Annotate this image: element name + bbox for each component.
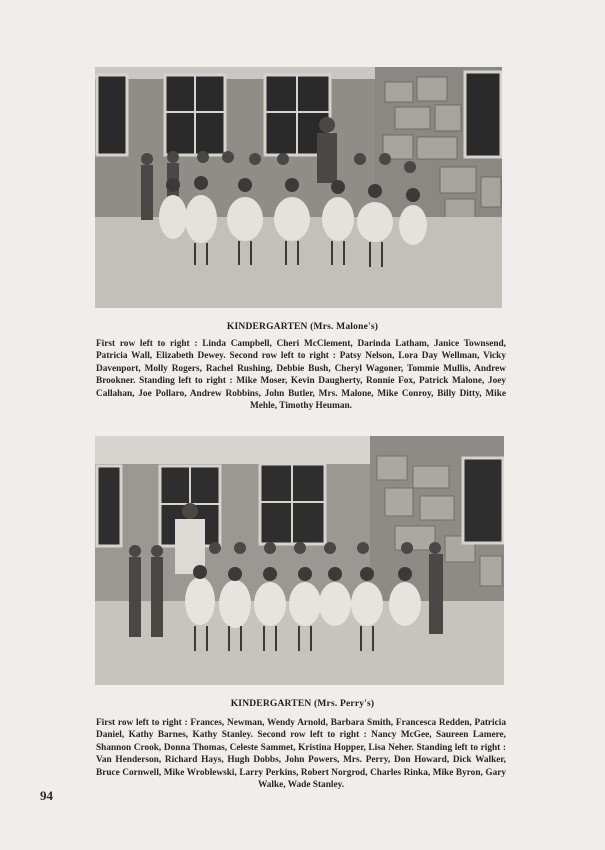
name-list: First row left to right : Frances, Newman, Wendy Arnold, Barbara Smith, Francesca Redden, Patricia Daniel, Kathy Barnes, Kathy Stanley. Second row left to right : Nancy McGee, Saureen Lamere, Shannon Crook, Donna Thomas, Celeste Sammet, Kristina Hopper, Lisa Neher. Standing left to right : Van Henderson, Richard Hays, Hugh Dobbs, John Powers, Mrs. Perry, Don Howard, Dick Walker, Bruce Cornwell, Mike Wroblewski, Larry Perkins, Robert Norgrod, Charles Rinka, Mike Byron, Gary Walke, Wade Stanley. — [96, 718, 506, 791]
section-caption: KINDERGARTEN (Mrs. Malone's) — [226, 322, 379, 332]
class-photo-malone — [95, 67, 502, 308]
class-photo-perry — [95, 436, 504, 685]
section-caption: KINDERGARTEN (Mrs. Perry's) — [230, 699, 375, 709]
name-list: First row left to right : Linda Campbell, Cheri McClement, Darinda Latham, Janice Townsend, Patricia Wall, Elizabeth Dewey. Second row left to right : Patsy Nelson, Lora Day Wellman, Vicky Davenport, Molly Rogers, Rachel Rushing, Debbie Bush, Cheryl Wagoner, Tommie Mullis, Andrew Brookner. Standing left to right : Mike Moser, Kevin Daugherty, Ronnie Fox, Patrick Malone, Joey Callahan, Joe Pollaro, Andrew Robbins, John Butler, Mrs. Malone, Mike Conroy, Billy Ditty, Mike Mehle, Timothy Heuman. — [96, 339, 506, 412]
page-number: 94 — [40, 788, 53, 803]
